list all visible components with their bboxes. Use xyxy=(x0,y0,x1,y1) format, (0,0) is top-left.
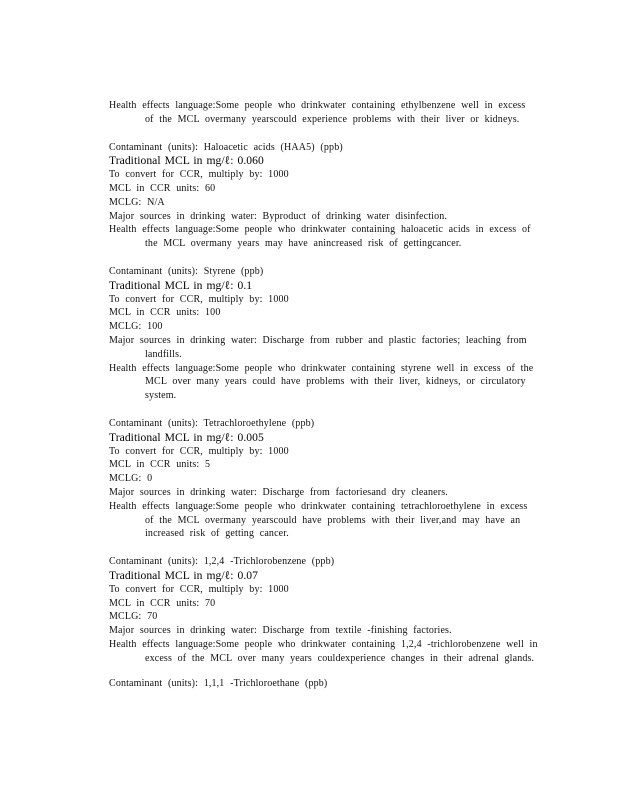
contaminant-block-haloacetic-acids xyxy=(109,141,539,251)
contaminant-block-tetrachloroethylene xyxy=(109,417,539,541)
mclg-value: MCLG: N/A xyxy=(109,196,165,208)
contaminant-block-styrene xyxy=(109,265,539,403)
health-effects-text: Health effects language:Some people who drinkwater containing haloacetic acids in excess of the MCL overmany years may have anincreased risk of gettingcancer. xyxy=(109,224,531,250)
contaminant-block-trichloroethane xyxy=(109,677,539,691)
health-effects-text: Health effects language:Some people who drinkwater containing styrene well in excess of the MCL over many years could have problems with their liver, kidneys, or circulatory system. xyxy=(109,362,534,402)
major-sources-text: Major sources in drinking water: Discharge from factoriesand dry cleaners. xyxy=(109,486,448,498)
traditional-mcl: Traditional MCL in mg/ℓ: 0.1 xyxy=(109,278,253,292)
health-effects-text: Health effects language:Some people who drinkwater containing ethylbenzene well in excess of the MCL overmany yearscould experience problems with their liver or kidneys. xyxy=(109,100,526,125)
major-sources-text: Major sources in drinking water: Discharge from textile -finishing factories. xyxy=(109,625,452,637)
contaminant-heading: Contaminant (units): Tetrachloroethylene (ppb) xyxy=(109,417,315,429)
mclg-value: MCLG: 70 xyxy=(109,611,158,623)
conversion-factor: To convert for CCR, multiply by: 1000 xyxy=(109,583,289,595)
conversion-factor: To convert for CCR, multiply by: 1000 xyxy=(109,169,289,181)
conversion-factor: To convert for CCR, multiply by: 1000 xyxy=(109,445,289,457)
contaminant-block-ethylbenzene xyxy=(109,99,539,127)
contaminant-heading: Contaminant (units): 1,1,1 -Trichloroethane (ppb) xyxy=(109,678,328,690)
mcl-ccr-units: MCL in CCR units: 100 xyxy=(109,307,221,319)
contaminant-heading: Contaminant (units): 1,2,4 -Trichlorobenzene (ppb) xyxy=(109,556,335,568)
document-page xyxy=(109,99,539,691)
mcl-ccr-units: MCL in CCR units: 60 xyxy=(109,182,216,194)
major-sources-text: Major sources in drinking water: Byproduct of drinking water disinfection. xyxy=(109,210,448,222)
contaminant-heading: Contaminant (units): Styrene (ppb) xyxy=(109,265,264,277)
health-effects-text: Health effects language:Some people who drinkwater containing tetrachloroethylene in excess of the MCL overmany yearscould have problems with their liver,and may have an increased risk of getting cancer. xyxy=(109,500,528,540)
mcl-ccr-units: MCL in CCR units: 70 xyxy=(109,597,216,609)
health-effects-text: Health effects language:Some people who drinkwater containing 1,2,4 -trichlorobenzene well in excess of the MCL over many years couldexperience changes in their adrenal glands. xyxy=(109,638,538,664)
mcl-ccr-units: MCL in CCR units: 5 xyxy=(109,459,211,471)
contaminant-heading: Contaminant (units): Haloacetic acids (HAA5) (ppb) xyxy=(109,141,343,153)
contaminant-block-trichlorobenzene xyxy=(109,555,539,665)
traditional-mcl: Traditional MCL in mg/ℓ: 0.005 xyxy=(109,430,264,444)
mclg-value: MCLG: 100 xyxy=(109,321,163,333)
traditional-mcl: Traditional MCL in mg/ℓ: 0.060 xyxy=(109,154,264,168)
traditional-mcl: Traditional MCL in mg/ℓ: 0.07 xyxy=(109,568,258,582)
conversion-factor: To convert for CCR, multiply by: 1000 xyxy=(109,293,289,305)
mclg-value: MCLG: 0 xyxy=(109,473,153,485)
major-sources-text: Major sources in drinking water: Discharge from rubber and plastic factories; leaching from landfills. xyxy=(109,334,527,360)
